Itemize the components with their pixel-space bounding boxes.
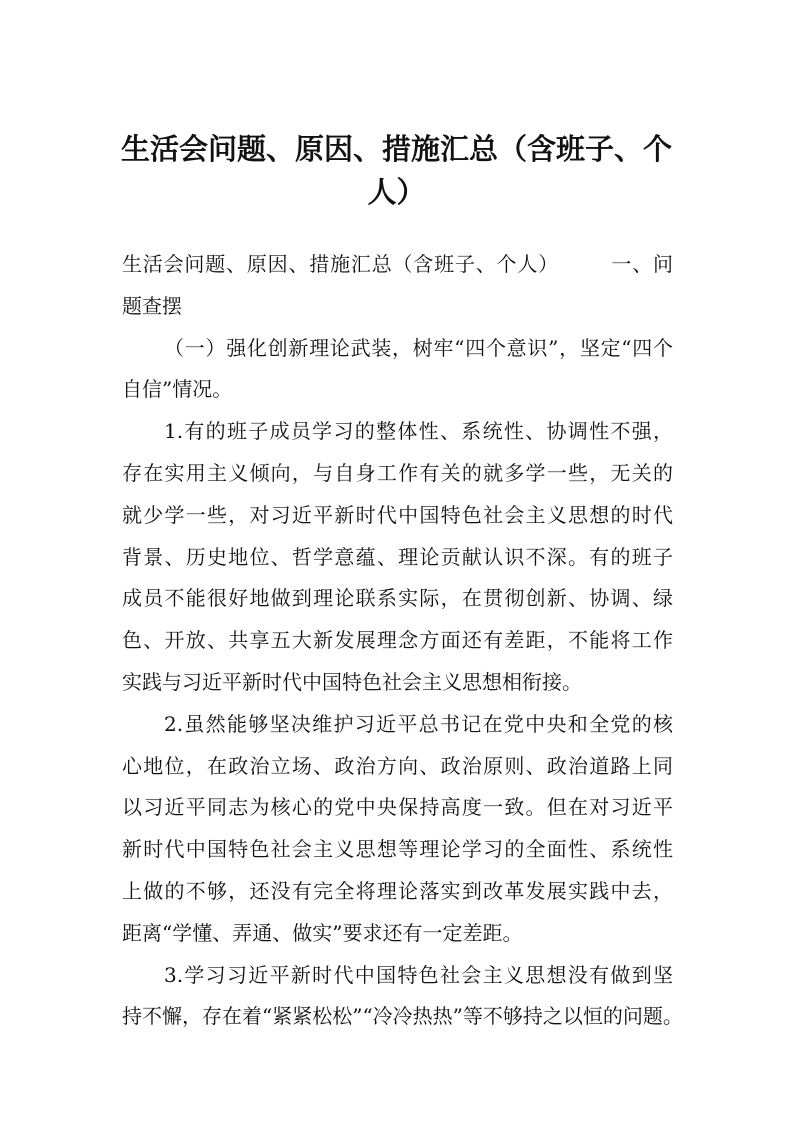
text-line: 距离“学懂、弄通、做实”要求还有一定差距。 [122, 920, 523, 945]
text-line: 色、开放、共享五大新发展理念方面还有差距，不能将工作 [122, 628, 673, 653]
title-line: 人） [367, 175, 426, 209]
text-line: 成员不能很好地做到理论联系实际，在贯彻创新、协调、绿 [122, 586, 673, 611]
document-title [110, 128, 683, 214]
document-body [122, 244, 683, 1038]
text-line: 1.有的班子成员学习的整体性、系统性、协调性不强， [164, 419, 673, 444]
text-line: 上做的不够，还没有完全将理论落实到改革发展实践中去， [122, 878, 673, 903]
text-line: 心地位，在政治立场、政治方向、政治原则、政治道路上同 [122, 753, 673, 778]
text-line: 自信”情况。 [122, 377, 233, 402]
text-line: 持不懈，存在着“紧紧松松”“冷冷热热”等不够持之以恒的问题。 [122, 1004, 683, 1029]
text-line: 存在实用主义倾向，与自身工作有关的就多学一些，无关的 [122, 460, 673, 485]
paragraph [122, 955, 683, 1039]
paragraph [122, 411, 673, 704]
text-line: 生活会问题、原因、措施汇总（含班子、个人） 一、问 [122, 252, 673, 276]
text-line: 3.学习习近平新时代中国特色社会主义思想没有做到坚 [164, 962, 673, 987]
paragraph [122, 704, 673, 955]
text-line: 就少学一些，对习近平新时代中国特色社会主义思想的时代 [122, 502, 673, 527]
text-line: 新时代中国特色社会主义思想等理论学习的全面性、系统性 [122, 837, 673, 862]
paragraph [122, 328, 673, 412]
paragraph [122, 244, 673, 328]
text-line: 题查摆 [122, 293, 182, 318]
title-line: 生活会问题、原因、措施汇总（含班子、个 [120, 132, 672, 166]
text-line: 2.虽然能够坚决维护习近平总书记在党中央和全党的核 [164, 711, 673, 736]
text-line: 以习近平同志为核心的党中央保持高度一致。但在对习近平 [122, 795, 673, 820]
text-line: 背景、历史地位、哲学意蕴、理论贡献认识不深。有的班子 [122, 544, 673, 569]
text-line: （一）强化创新理论武装，树牢“四个意识”，坚定“四个 [164, 335, 673, 360]
text-line: 实践与习近平新时代中国特色社会主义思想相衔接。 [122, 669, 582, 694]
